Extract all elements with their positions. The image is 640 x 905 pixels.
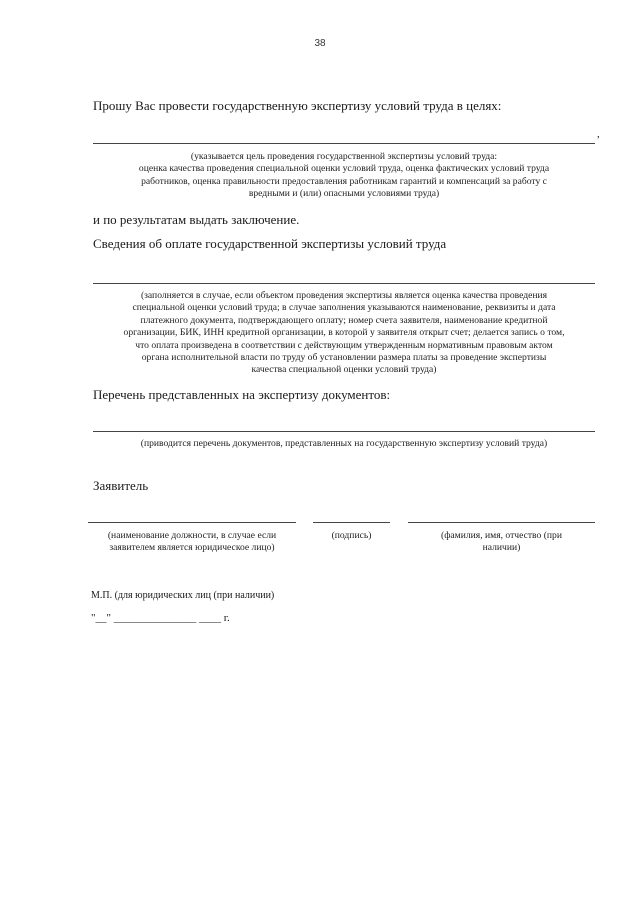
- signature-fill-line: [313, 522, 390, 523]
- documents-caption: (приводится перечень документов, представленных на государственную экспертизу условий труда): [140, 438, 548, 449]
- signature-caption: (подпись): [331, 530, 372, 541]
- payment-caption-line: платежного документа, подтверждающего оплату; номер счета заявителя, наименование кредитной: [140, 314, 548, 326]
- date-line: "__" _______________ ____ г.: [91, 612, 230, 624]
- name-fill-line: [408, 522, 595, 523]
- payment-caption-line: что оплата произведена в соответствии с действующим утвержденным нормативным правовым актом: [135, 339, 553, 351]
- position-caption: [88, 530, 296, 555]
- page-number: 38: [314, 38, 326, 49]
- trailing-comma: ,: [597, 128, 600, 140]
- conclusion-text: и по результатам выдать заключение.: [93, 212, 300, 227]
- payment-caption: [93, 290, 595, 377]
- documents-fill-line: [93, 431, 595, 432]
- stamp-note: М.П. (для юридических лиц (при наличии): [91, 590, 275, 601]
- payment-caption-line: (заполняется в случае, если объектом проведения экспертизы является оценка качества проведения: [140, 290, 548, 301]
- name-caption-line: наличии): [482, 542, 521, 554]
- purpose-caption-line: оценка качества проведения специальной оценки условий труда, оценка фактических условий труда: [138, 163, 550, 175]
- purpose-fill-line: [93, 143, 595, 144]
- name-caption-line: (фамилия, имя, отчество (при: [441, 530, 562, 541]
- payment-fill-line: [93, 283, 595, 284]
- request-text: Прошу Вас провести государственную экспертизу условий труда в целях:: [93, 98, 502, 113]
- purpose-caption-line: (указывается цель проведения государственной экспертизы условий труда:: [190, 151, 498, 162]
- documents-heading: Перечень представленных на экспертизу документов:: [93, 387, 391, 402]
- payment-caption-line: качества специальной оценки условий труда): [251, 364, 437, 376]
- applicant-label: Заявитель: [93, 478, 149, 493]
- payment-caption-line: органа исполнительной власти по труду об установлении размера платы за проведение экспертизы: [141, 352, 547, 364]
- payment-caption-line: организации, БИК, ИНН кредитной организации, в которой у заявителя открыт счет; делается запись о том,: [123, 327, 565, 339]
- name-caption: [408, 530, 595, 555]
- payment-caption-line: специальной оценки условий труда; в случае заполнения указываются наименование, реквизиты и дата: [132, 302, 556, 314]
- purpose-caption-line: вредными и (или) опасными условиями труда): [248, 188, 440, 200]
- purpose-caption: [93, 151, 595, 201]
- payment-heading: Сведения об оплате государственной экспертизы условий труда: [93, 236, 447, 251]
- purpose-caption-line: работников, оценка правильности предоставления работникам гарантий и компенсаций за работу с: [141, 175, 547, 187]
- position-caption-line: заявителем является юридическое лицо): [109, 542, 275, 554]
- position-caption-line: (наименование должности, в случае если: [107, 530, 277, 541]
- position-fill-line: [88, 522, 296, 523]
